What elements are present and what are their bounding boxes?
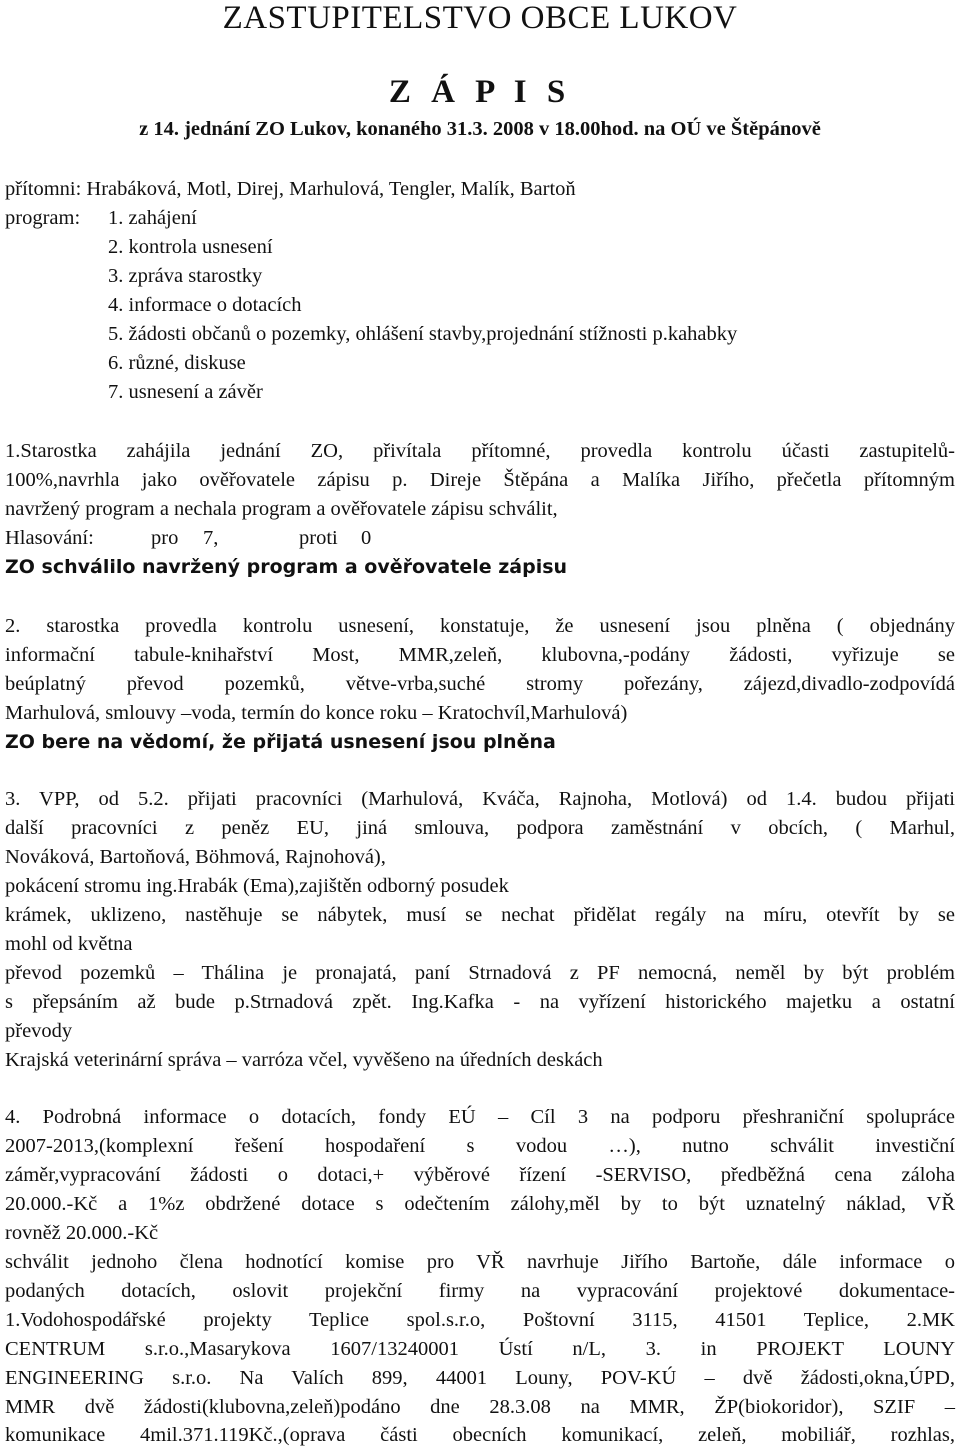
section3-line: s přepsáním až bude p.Strnadová zpět. Ing.Kafka - na vyřízení historického majetku a ostatní — [5, 991, 955, 1013]
section4-line: 1.Vodohospodářské projekty Teplice spol.s.r.o, Poštovní 3115, 41501 Teplice, 2.MK — [5, 1309, 955, 1331]
section3-line: další pracovníci z peněz EU, jiná smlouva, podpora zaměstnání v obcích, ( Marhul, — [5, 817, 955, 839]
section4-line: záměr,vypracování žádosti o dotaci,+ výběrové řízení -SERVISO, předběžná cena záloha — [5, 1164, 955, 1186]
vote-proti-count: 0 — [361, 527, 372, 549]
program-label: program: — [5, 207, 81, 229]
vote-proti-label: proti — [299, 527, 338, 549]
vote-pro-label: pro — [151, 527, 179, 549]
section4-line: schválit jednoho člena hodnotící komise pro VŘ navrhuje Jiřího Bartoňe, dále informace o — [5, 1251, 955, 1273]
meeting-subtitle: z 14. jednání ZO Lukov, konaného 31.3. 2008 v 18.00hod. na OÚ ve Štěpánově — [139, 118, 821, 140]
vote-label: Hlasování: — [5, 527, 94, 549]
program-item: 5. žádosti občanů o pozemky, ohlášení stavby,projednání stížnosti p.kahabky — [108, 323, 738, 345]
section4-line: MMR dvě žádosti(klubovna,zeleň)podáno dne 28.3.08 na MMR, ŽP(biokoridor), SZIF – — [5, 1396, 955, 1418]
section3-line: mohl od května — [5, 933, 133, 955]
section1-line: navržený program a nechala program a ověřovatele zápisu schválit, — [5, 498, 558, 520]
section1-line: 100%,navrhla jako ověřovatele zápisu p. Direje Štěpána a Malíka Jiřího, přečetla přítomným — [5, 469, 955, 491]
section2-line: beúplatný převod pozemků, větve-vrba,suché stromy pořezány, zájezd,divadlo-zodpovídá — [5, 673, 955, 695]
attendance-line: přítomni: Hrabáková, Motl, Direj, Marhulová, Tengler, Malík, Bartoň — [5, 178, 576, 200]
program-item: 3. zpráva starostky — [108, 265, 263, 287]
program-item: 1. zahájení — [108, 207, 197, 229]
document-title: Z Á P I S — [388, 74, 572, 110]
section1-resolution: ZO schválilo navržený program a ověřovatele zápisu — [5, 556, 568, 578]
section3-line: převod pozemků – Thálina je pronajatá, paní Strnadová z PF nemocná, neměl by být problém — [5, 962, 955, 984]
section4-line: 4. Podrobná informace o dotacích, fondy EÚ – Cíl 3 na podporu přeshraniční spolupráce — [5, 1106, 955, 1128]
program-item: 4. informace o dotacích — [108, 294, 302, 316]
council-heading: ZASTUPITELSTVO OBCE LUKOV — [222, 0, 738, 36]
section2-resolution: ZO bere na vědomí, že přijatá usnesení jsou plněna — [5, 731, 556, 753]
section4-line: rovněž 20.000.-Kč — [5, 1222, 159, 1244]
section2-line: Marhulová, smlouvy –voda, termín do konce roku – Kratochvíl,Marhulová) — [5, 702, 628, 724]
vote-pro-count: 7, — [203, 527, 219, 549]
section3-line: Krajská veterinární správa – varróza včel, vyvěšeno na úředních deskách — [5, 1049, 603, 1071]
section3-line: krámek, uklizeno, nastěhuje se nábytek, musí se nechat přidělat regály na míru, otevřít by se — [5, 904, 955, 926]
section4-line: ENGINEERING s.r.o. Na Valích 899, 44001 Louny, POV-KÚ – dvě žádosti,okna,ÚPD, — [5, 1367, 955, 1389]
section4-line: 2007-2013,(komplexní řešení hospodaření s vodou …), nutno schválit investiční — [5, 1135, 955, 1157]
vote-line — [5, 525, 955, 551]
section3-line: převody — [5, 1020, 73, 1042]
program-item: 7. usnesení a závěr — [108, 381, 263, 403]
section4-line: CENTRUM s.r.o.,Masarykova 1607/13240001 Ústí n/L, 3. in PROJEKT LOUNY — [5, 1338, 955, 1360]
program-item: 6. různé, diskuse — [108, 352, 246, 374]
section3-line: pokácení stromu ing.Hrabák (Ema),zajištěn odborný posudek — [5, 875, 509, 897]
section4-line: podaných dotacích, oslovit projekční firmy na vypracování projektové dokumentace- — [5, 1280, 955, 1302]
section2-line: informační tabule-knihařství Most, MMR,zeleň, klubovna,-podány žádosti, vyřizuje se — [5, 644, 955, 666]
section4-line: komunikace 4mil.371.119Kč.,(oprava části obecních komunikací, zeleň, mobiliář, rozhlas, — [5, 1424, 955, 1446]
section4-line: 20.000.-Kč a 1%z obdržené dotace s odečtením zálohy,měl by to být uznatelný náklad, VŘ — [5, 1193, 955, 1215]
section2-line: 2. starostka provedla kontrolu usnesení, konstatuje, že usnesení jsou plněna ( objednány — [5, 615, 955, 637]
program-item: 2. kontrola usnesení — [108, 236, 273, 258]
section1-line: 1.Starostka zahájila jednání ZO, přivítala přítomné, provedla kontrolu účasti zastupitelů- — [5, 440, 955, 462]
section3-line: 3. VPP, od 5.2. přijati pracovníci (Marhulová, Kváča, Rajnoha, Motlová) od 1.4. budou přijati — [5, 788, 955, 810]
section3-line: Nováková, Bartoňová, Böhmová, Rajnohová), — [5, 846, 386, 868]
